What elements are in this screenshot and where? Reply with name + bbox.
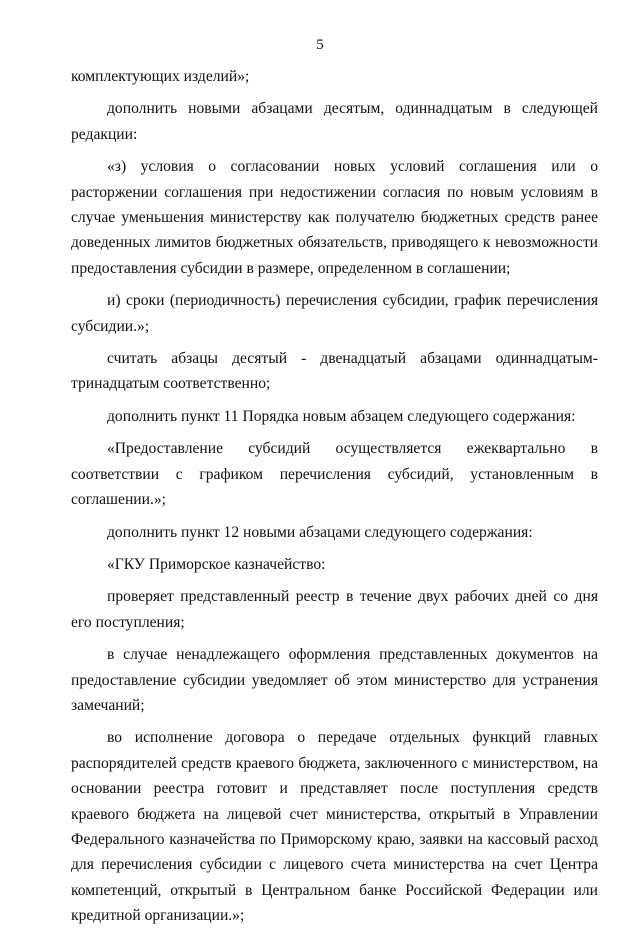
paragraph-7: «Предоставление субсидий осуществляется ежеквартально в соответствии с графиком перечисления субсидий, установленным в соглашении.»;	[71, 440, 598, 509]
paragraph-9: «ГКУ Приморское казначейство:	[107, 555, 326, 573]
paragraph-10: проверяет представленный реестр в течение двух рабочих дней со дня его поступления;	[71, 588, 598, 631]
paragraph-8: дополнить пункт 12 новыми абзацами следующего содержания:	[107, 523, 533, 541]
paragraph-2: дополнить новыми абзацами десятым, одиннадцатым в следующей редакции:	[71, 100, 598, 143]
paragraph-11: в случае ненадлежащего оформления представленных документов на предоставление субсидии уведомляет об этом министерство для устранения замечаний;	[71, 646, 598, 714]
paragraph-3: «з) условия о согласовании новых условий соглашения или о расторжении соглашения при недостижении согласия по новым условиям в случае уменьшения министерству как получателю бюджетных средств ранее доведенных лимитов бюджетных обязательств, приводящего к невозможности предоставления субсидии в размере, определенном в соглашении;	[71, 158, 598, 277]
paragraph-1: комплектующих изделий»;	[71, 68, 250, 85]
document-body	[71, 64, 598, 929]
paragraph-4: и) сроки (периодичность) перечисления субсидии, график перечисления субсидии.»;	[71, 292, 598, 335]
paragraph-6: дополнить пункт 11 Порядка новым абзацем следующего содержания:	[107, 407, 576, 425]
paragraph-5: считать абзацы десятый - двенадцатый абзацами одиннадцатым-тринадцатым соответственно;	[71, 350, 598, 393]
paragraph-12: во исполнение договора о передаче отдельных функций главных распорядителей средств краевого бюджета, заключенного с министерством, на основании реестра готовит и представляет после поступления средств краевого бюджета на лицевой счет министерства, открытый в Управлении Федерального казначейства по Приморскому краю, заявки на кассовый расход для перечисления субсидии с лицевого счета министерства на счет Центра компетенций, открытый в Центральном банке Российской Федерации или кредитной организации.»;	[71, 729, 598, 925]
page-number: 5	[316, 37, 324, 53]
